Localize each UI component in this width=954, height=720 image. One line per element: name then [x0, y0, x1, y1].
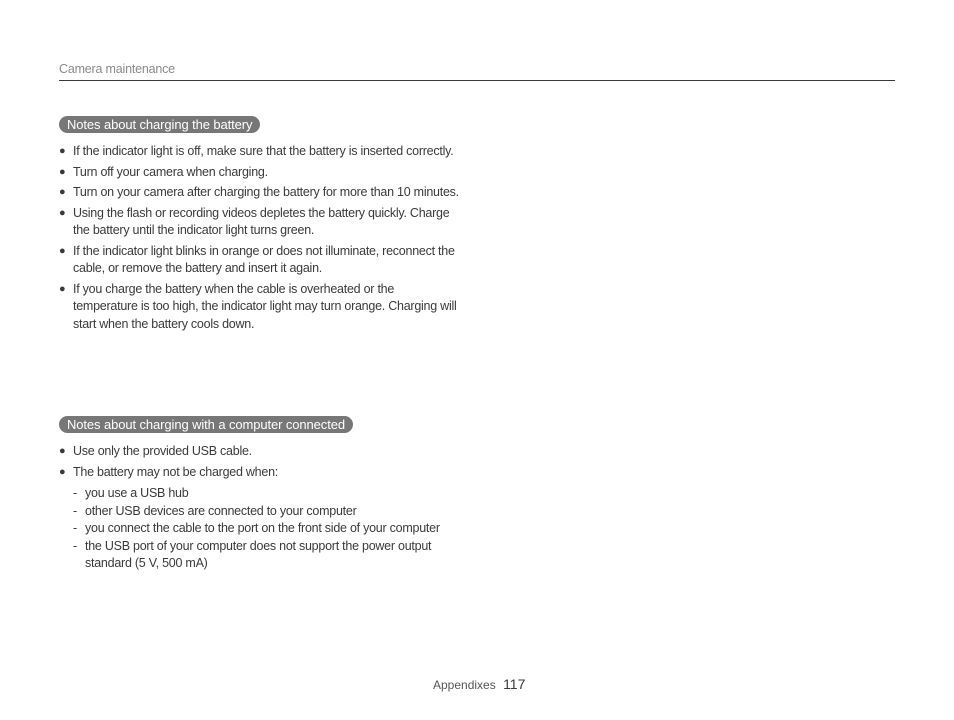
not-charged-conditions-list — [59, 485, 459, 573]
bullet-icon: ● — [59, 445, 66, 457]
bullet-icon: ● — [59, 465, 66, 478]
dash-icon: - — [73, 538, 77, 553]
dash-icon: - — [73, 503, 77, 518]
sub-list-item — [59, 520, 459, 538]
list-item — [59, 205, 459, 240]
bullet-icon: ● — [59, 206, 66, 219]
section-heading-charging-battery: Notes about charging the battery — [59, 116, 260, 133]
list-item-text: Using the flash or recording videos depletes the battery quickly. Charge the battery until the indicator light turns green. — [73, 205, 450, 237]
sub-list-item-text: the USB port of your computer does not support the power output standard (5 V, 500 mA) — [85, 538, 432, 570]
sub-list-item-text: you use a USB hub — [85, 486, 189, 500]
bullet-icon: ● — [59, 244, 66, 257]
sub-list-item-text: other USB devices are connected to your computer — [85, 503, 357, 518]
list-item — [59, 464, 459, 482]
bullet-icon: ● — [59, 186, 66, 198]
list-item-text: Turn off your camera when charging. — [73, 164, 268, 179]
list-item — [59, 281, 459, 334]
header-divider — [59, 80, 895, 81]
list-item — [59, 443, 459, 461]
sub-list-item — [59, 485, 459, 503]
list-item-text: Turn on your camera after charging the battery for more than 10 minutes. — [73, 185, 459, 199]
page-footer — [433, 676, 525, 692]
list-item-text: Use only the provided USB cable. — [73, 444, 252, 458]
dash-icon: - — [73, 521, 77, 535]
section-charging-computer — [59, 416, 459, 573]
list-item — [59, 243, 459, 278]
bullet-icon: ● — [59, 282, 66, 295]
dash-icon: - — [73, 486, 77, 500]
charging-computer-list — [59, 443, 459, 481]
list-item — [59, 184, 459, 202]
page-header-title: Camera maintenance — [59, 62, 175, 76]
footer-section-label: Appendixes — [433, 678, 496, 692]
bullet-icon: ● — [59, 165, 66, 178]
list-item — [59, 143, 459, 161]
section-heading-charging-computer: Notes about charging with a computer connected — [59, 416, 353, 433]
list-item-text: If the indicator light blinks in orange or does not illuminate, reconnect the cable, or remove the battery and insert it again. — [73, 243, 455, 275]
section-charging-battery — [59, 116, 459, 336]
list-item-text: The battery may not be charged when: — [73, 464, 279, 479]
sub-list-item — [59, 538, 459, 573]
list-item-text: If the indicator light is off, make sure that the battery is inserted correctly. — [73, 144, 454, 158]
sub-list-item-text: you connect the cable to the port on the front side of your computer — [85, 521, 440, 535]
list-item-text: If you charge the battery when the cable is overheated or the temperature is too high, the indicator light may turn orange. Charging will start when the battery cools down. — [73, 281, 457, 331]
bullet-icon: ● — [59, 145, 66, 157]
list-item — [59, 164, 459, 182]
page-number: 117 — [503, 676, 526, 692]
sub-list-item — [59, 503, 459, 521]
charging-battery-list — [59, 143, 459, 333]
